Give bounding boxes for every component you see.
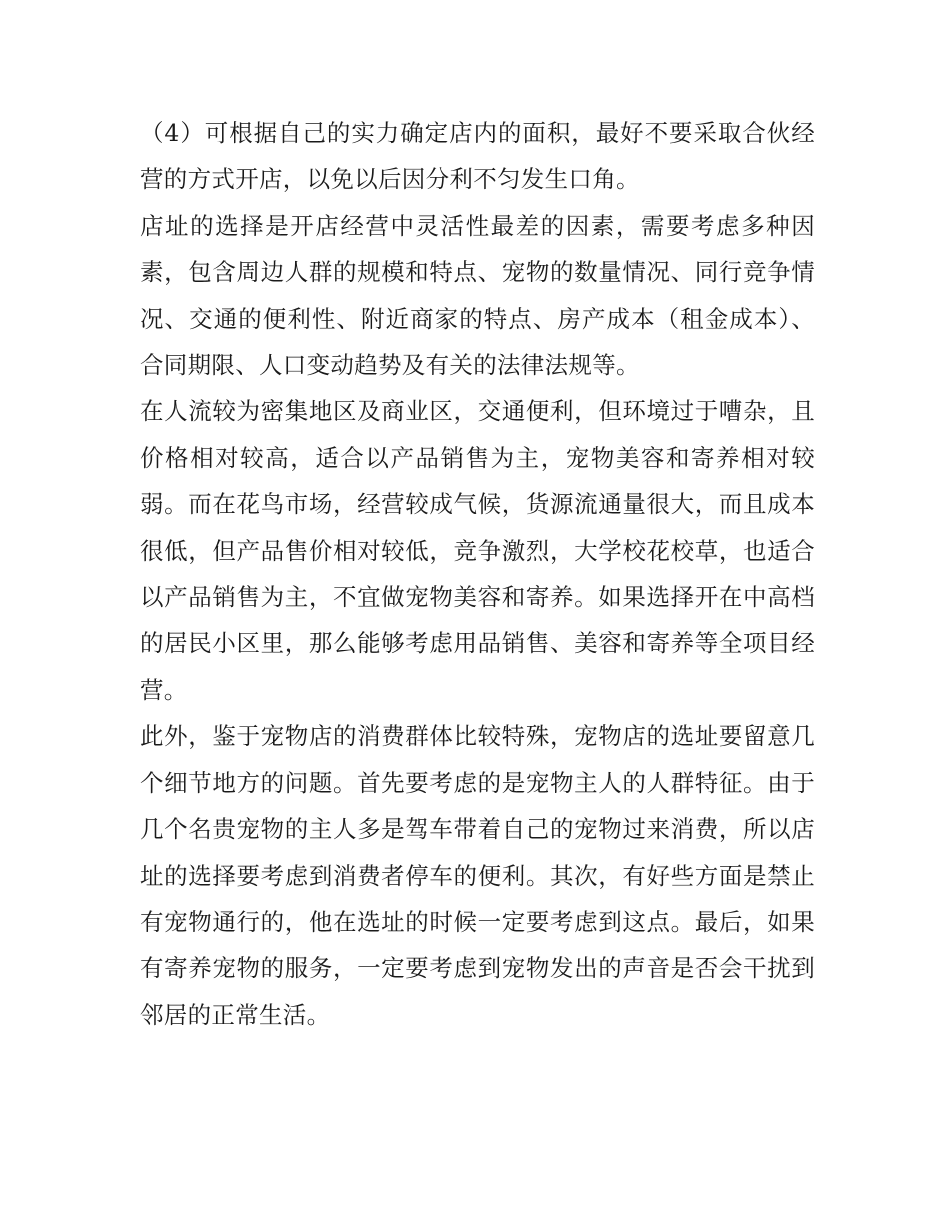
paragraph-location-details: 此外，鉴于宠物店的消费群体比较特殊，宠物店的选址要留意几个细节地方的问题。首先要考虑的是宠物主人的人群特征。由于几个名贵宠物的主人多是驾车带着自己的宠物过来消费，所以店址的选择要考虑到消费者停车的便利。其次，有好些方面是禁止有宠物通行的，他在选址的时候一定要考虑到这点。最后，如果有寄养宠物的服务，一定要考虑到宠物发出的声音是否会干扰到邻居的正常生活。 [140,722,815,1029]
paragraph-site-selection-factors: 店址的选择是开店经营中灵活性最差的因素，需要考虑多种因素，包含周边人群的规模和特点、宠物的数量情况、同行竞争情况、交通的便利性、附近商家的特点、房产成本（租金成本）、合同期限、人口变动趋势及有关的法律法规等。 [140,211,815,380]
paragraph-location-types: 在人流较为密集地区及商业区，交通便利，但环境过于嘈杂，且价格相对较高，适合以产品销售为主，宠物美容和寄养相对较弱。而在花鸟市场，经营较成气候，货源流通量很大，而且成本很低，但产品售价相对较低，竞争激烈，大学校花校草，也适合以产品销售为主，不宜做宠物美容和寄养。如果选择开在中高档的居民小区里，那么能够考虑用品销售、美容和寄养等全项目经营。 [140,397,815,704]
paragraph-partnership-advice: （4）可根据自己的实力确定店内的面积，最好不要采取合伙经营的方式开店，以免以后因分利不匀发生口角。 [140,119,815,194]
document-body [140,110,815,1038]
